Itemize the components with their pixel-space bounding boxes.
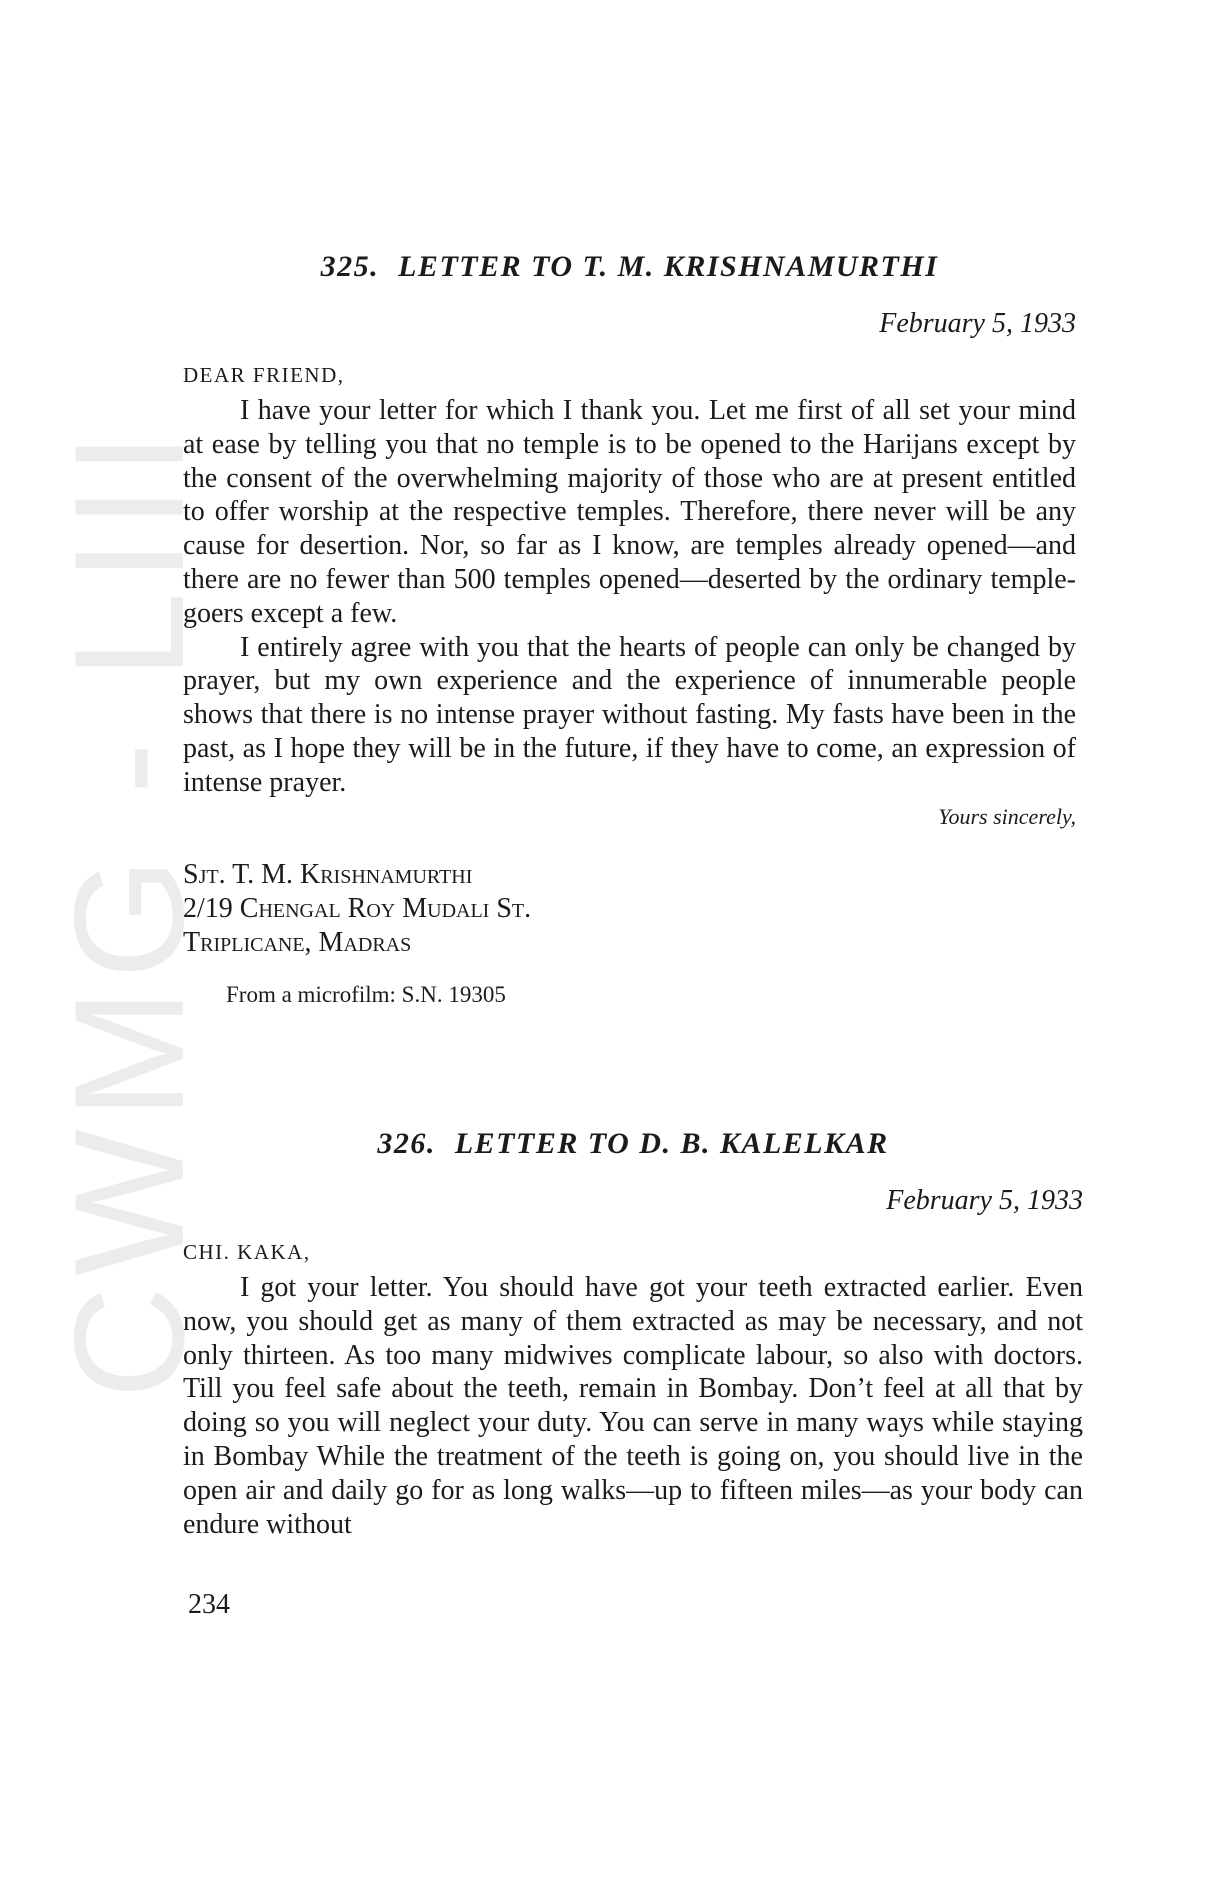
address-line-1: Sjt. T. M. Krishnamurthi <box>183 858 473 890</box>
letter-326 <box>183 1125 1083 1541</box>
letter-325-closing: Yours sincerely, <box>938 803 1076 829</box>
watermark-text: CWMG - LIII <box>42 421 217 1399</box>
letter-326-date: February 5, 1933 <box>886 1185 1083 1216</box>
letter-325-source: From a microfilm: S.N. 19305 <box>226 981 506 1007</box>
page-number: 234 <box>188 1589 230 1620</box>
letter-326-heading <box>183 1125 1083 1163</box>
letter-325-title: LETTER TO T. M. KRISHNAMURTHI <box>398 250 939 283</box>
letter-325-salutation: DEAR FRIEND, <box>183 363 345 387</box>
letter-325-address <box>183 858 1076 960</box>
letter-325-date: February 5, 1933 <box>879 308 1076 339</box>
address-line-2: 2/19 Chengal Roy Mudali St. <box>183 892 532 924</box>
letter-325-number: 325. <box>320 250 380 283</box>
letter-325 <box>183 248 1076 1010</box>
letter-325-paragraph-1: I have your letter for which I thank you. Let me first of all set your mind at ease by telling you that no temple is to be opened to the Harijans except by the consent of the overwhelming majority of those who are at present entitled to offer worship at the respective temples. Therefore, there never will be any cause for desertion. Nor, so far as I know, are temples already opened—and there are no fewer than 500 temples opened—deserted by the ordinary temple-goers except a few. <box>183 395 1076 629</box>
letter-326-title: LETTER TO D. B. KALELKAR <box>454 1127 889 1160</box>
letter-326-number: 326. <box>377 1127 436 1160</box>
letter-326-paragraph-1: I got your letter. You should have got your teeth extracted earlier. Even now, you should get as many of them extracted as may be necessary, and not only thirteen. As too many midwives complicate labour, so also with doctors. Till you feel safe about the teeth, remain in Bombay. Don’t feel at all that by doing so you will neglect your duty. You can serve in many ways while staying in Bombay While the treatment of the teeth is going on, you should live in the open air and daily go for as long walks—up to fifteen miles—as your body can endure without <box>183 1272 1083 1540</box>
letter-326-salutation: CHI. KAKA, <box>183 1240 311 1264</box>
letter-325-heading <box>183 248 1076 286</box>
address-line-3: Triplicane, Madras <box>183 926 412 958</box>
letter-325-paragraph-2: I entirely agree with you that the hearts of people can only be changed by prayer, but my own experience and the experience of innumerable people shows that there is no intense prayer without fasting. My fasts have been in the past, as I hope they will be in the future, if they have to come, an expression of intense prayer. <box>183 631 1076 798</box>
